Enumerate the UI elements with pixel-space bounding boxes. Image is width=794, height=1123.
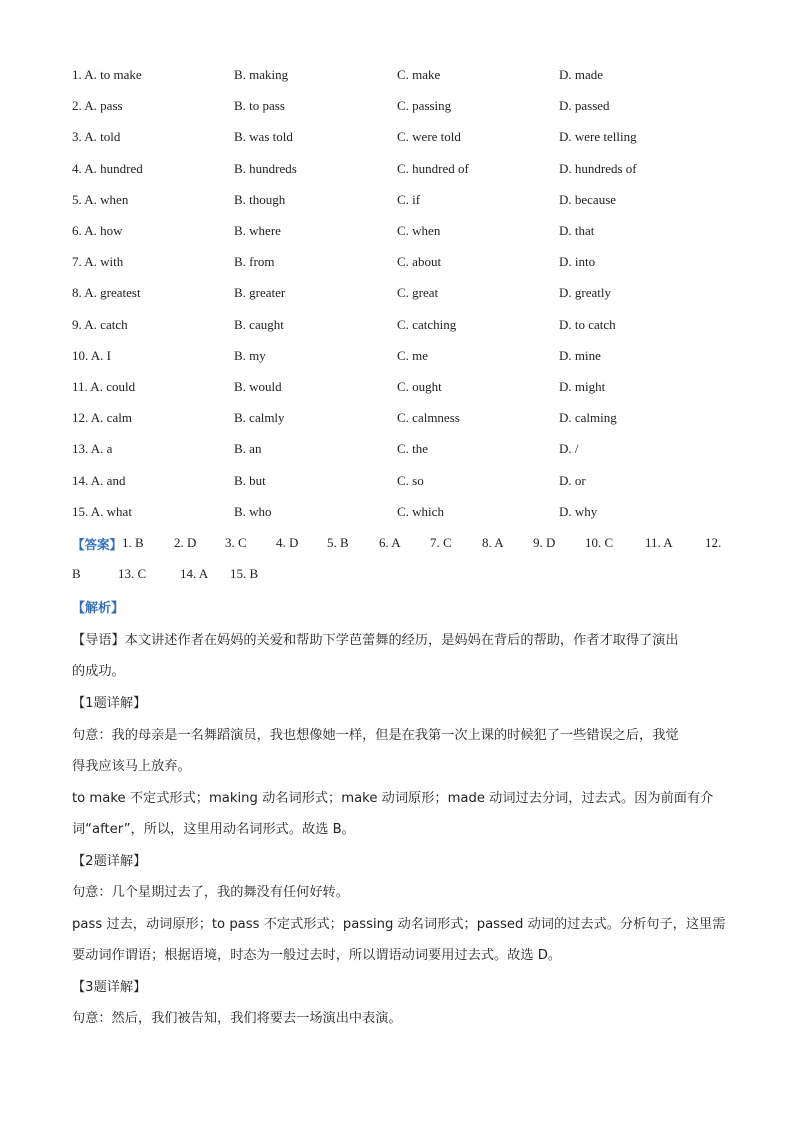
question-row	[72, 379, 752, 399]
q2-meaning-line-1: 句意：几个星期过去了，我的舞没有任何好转。	[72, 885, 349, 900]
q2-explanation-line-2: 要动词作谓语；根据语境，时态为一般过去时，所以谓语动词要用过去式。故选 D。	[72, 948, 562, 963]
answer-item: 11. A	[645, 535, 673, 550]
q3-heading: 【3题详解】	[72, 980, 147, 995]
option-c: C. were told	[397, 129, 461, 145]
option-d: D. why	[559, 503, 598, 519]
question-row	[72, 67, 752, 87]
answer-item: 4. D	[276, 535, 299, 550]
option-d: D. into	[559, 254, 596, 270]
option-a: 10. A. I	[72, 347, 111, 363]
option-a: 13. A. a	[72, 441, 113, 457]
option-d: D. or	[559, 472, 586, 488]
option-b: B. though	[234, 191, 286, 207]
answer-item: 7. C	[430, 535, 452, 550]
option-d: D. passed	[559, 98, 610, 114]
option-a: 12. A. calm	[72, 410, 132, 426]
option-d: D. were telling	[559, 129, 637, 145]
question-row	[72, 285, 752, 305]
guide-line-1: 【导语】本文讲述作者在妈妈的关爱和帮助下学芭蕾舞的经历，是妈妈在背后的帮助，作者才取得了演出	[72, 633, 679, 648]
option-c: C. passing	[397, 98, 452, 114]
option-d: D. hundreds of	[559, 160, 637, 176]
option-b: B. calmly	[234, 410, 285, 426]
answer-tag: 【答案】	[72, 537, 123, 552]
option-d: D. to catch	[559, 316, 616, 332]
answer-item: 12.	[705, 535, 722, 550]
option-d: D. greatly	[559, 285, 611, 301]
option-a: 7. A. with	[72, 254, 124, 270]
option-c: C. when	[397, 223, 441, 238]
answer-line-1	[72, 535, 724, 555]
option-b: B. where	[234, 223, 281, 238]
q1-heading: 【1题详解】	[72, 696, 147, 711]
q1-explanation-line-2: 词“after”，所以，这里用动名词形式。故选 B。	[72, 822, 355, 837]
q1-meaning-line-1: 句意：我的母亲是一名舞蹈演员，我也想像她一样，但是在我第一次上课的时候犯了一些错误之后，我觉	[72, 728, 679, 743]
answer-item: 9. D	[533, 535, 556, 550]
option-c: C. which	[397, 503, 444, 519]
guide-line-2: 的成功。	[72, 664, 125, 679]
answer-item: B	[72, 566, 81, 581]
option-a: 4. A. hundred	[72, 160, 143, 176]
option-a: 1. A. to make	[72, 67, 142, 82]
option-d: D. because	[559, 191, 617, 207]
option-a: 11. A. could	[72, 379, 136, 394]
answer-item: 15. B	[230, 566, 259, 581]
option-b: B. making	[234, 67, 289, 82]
analysis-tag: 【解析】	[72, 601, 125, 616]
option-d: D. made	[559, 67, 604, 82]
answer-item: 5. B	[327, 535, 349, 550]
option-c: C. hundred of	[397, 160, 469, 176]
option-c: C. ought	[397, 379, 442, 394]
question-row	[72, 317, 752, 337]
option-b: B. caught	[234, 316, 284, 332]
option-c: C. if	[397, 191, 421, 207]
option-d: D. might	[559, 379, 606, 394]
option-a: 14. A. and	[72, 472, 126, 488]
question-row	[72, 161, 752, 181]
option-b: B. from	[234, 254, 275, 270]
question-row	[72, 348, 752, 368]
answer-item: 3. C	[225, 535, 247, 550]
option-d: D. that	[559, 223, 595, 238]
option-c: C. the	[397, 441, 429, 457]
option-b: B. but	[234, 472, 266, 488]
answer-item: 14. A	[180, 566, 209, 581]
option-b: B. was told	[234, 129, 293, 145]
option-c: C. make	[397, 67, 441, 82]
option-a: 6. A. how	[72, 223, 123, 238]
answer-item: 8. A	[482, 535, 504, 550]
option-c: C. catching	[397, 316, 457, 332]
option-b: B. my	[234, 347, 266, 363]
question-row	[72, 129, 752, 149]
option-b: B. who	[234, 503, 272, 519]
option-c: C. me	[397, 347, 429, 363]
option-a: 2. A. pass	[72, 98, 123, 114]
question-row	[72, 223, 752, 243]
question-row	[72, 192, 752, 212]
question-row	[72, 441, 752, 461]
q1-explanation-line-1: to make 不定式形式；making 动名词形式；make 动词原形；made 动词过去分词，过去式。因为前面有介	[72, 791, 714, 806]
q2-heading: 【2题详解】	[72, 854, 147, 869]
option-a: 3. A. told	[72, 129, 121, 145]
answer-item: 10. C	[585, 535, 614, 550]
option-a: 15. A. what	[72, 503, 132, 519]
q2-explanation-line-1: pass 过去，动词原形；to pass 不定式形式；passing 动名词形式；passed 动词的过去式。分析句子，这里需	[72, 917, 726, 932]
option-b: B. hundreds	[234, 160, 297, 176]
answer-item: 6. A	[379, 535, 401, 550]
question-row	[72, 254, 752, 274]
answer-line-2	[72, 566, 724, 586]
question-row	[72, 504, 752, 524]
q1-meaning-line-2: 得我应该马上放弃。	[72, 759, 191, 774]
question-row	[72, 473, 752, 493]
answer-item: 13. C	[118, 566, 147, 581]
option-d: D. /	[559, 441, 579, 457]
q3-meaning-line-1: 句意：然后，我们被告知，我们将要去一场演出中表演。	[72, 1011, 402, 1026]
option-b: B. an	[234, 441, 262, 457]
option-c: C. about	[397, 254, 442, 270]
option-a: 9. A. catch	[72, 316, 128, 332]
option-c: C. calmness	[397, 410, 460, 426]
question-row	[72, 410, 752, 430]
option-a: 5. A. when	[72, 191, 129, 207]
option-b: B. to pass	[234, 98, 285, 114]
answer-item: 1. B	[122, 535, 144, 550]
option-d: D. mine	[559, 347, 601, 363]
option-b: B. greater	[234, 285, 286, 301]
option-a: 8. A. greatest	[72, 285, 141, 301]
option-c: C. so	[397, 472, 424, 488]
answer-item: 2. D	[174, 535, 197, 550]
question-row	[72, 98, 752, 118]
option-d: D. calming	[559, 410, 617, 426]
option-b: B. would	[234, 379, 282, 394]
option-c: C. great	[397, 285, 439, 301]
